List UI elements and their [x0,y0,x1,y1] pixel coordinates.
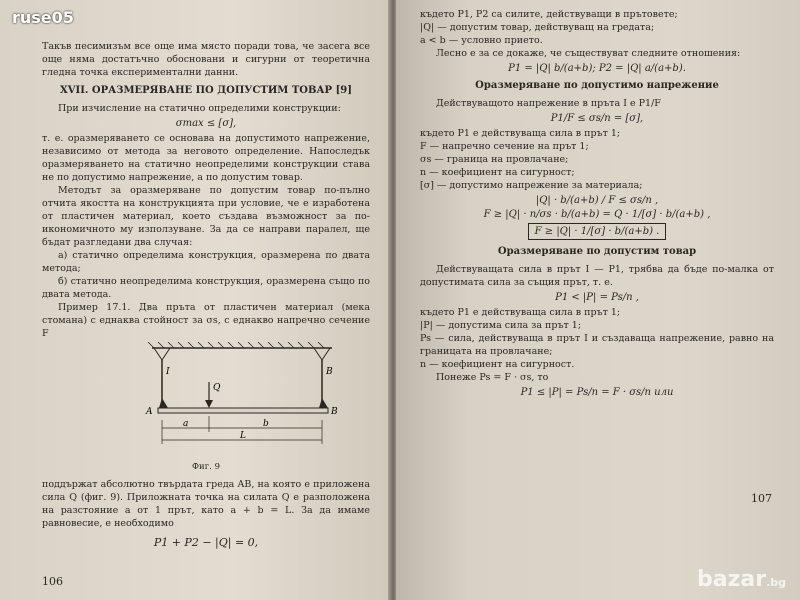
paragraph: Понеже Ps = F · σs, то [436,372,549,383]
watermark-user: ruse05 [12,8,74,27]
section-heading: Оразмеряване по допустим товар [497,246,697,257]
paragraph: т. е. оразмеряването се основава на допустимото напрежение, независимо от метода за неговото определение. Напоследък оразмеряването на статично неопределими конструкции става не по допустимо напрежение, а по допустим товар. [42,133,370,183]
definition-line: |P| — допустима сила за прът 1; [420,320,582,331]
figure-9 [42,342,370,460]
formula: P1/F ≤ σs/n = [σ], [550,113,644,124]
formula: |Q| · b/(a+b) / F ≤ σs/n , [535,195,659,206]
definition-line: n — коефициент на сигурност; [420,167,575,178]
boxed-formula: F ≥ |Q| · 1/[σ] · b/(a+b) . [528,223,667,240]
formula: F ≥ |Q| · n/σs · b/(a+b) = Q · 1/[σ] · b/(a+b) , [483,209,711,220]
label-b: b [263,419,269,429]
definitions-top [420,8,774,47]
label-end-a: A [146,407,153,417]
label-end-b: B [331,407,338,417]
definition-line: a < b — условно прието. [420,35,543,46]
definition-line: [σ] — допустимо напрежение за материала; [420,180,643,191]
formula: P1 + P2 − |Q| = 0, [153,536,259,549]
definition-line: където P1 е действуваща сила в прът 1; [420,128,621,139]
definitions-bottom [420,306,774,371]
figure-caption: Фиг. 9 [192,462,220,472]
paragraph: Действуващата сила в прът I — P1, трябва да бъде по-малка от допустимата сила за същия прът, т. е. [420,264,774,288]
label-rod-2: B [326,367,333,377]
formula: P1 ≤ |P| = Ps/n = F · σs/n или [520,387,674,398]
paragraph: Действуващото напрежение в пръта I е P1/F [436,98,661,109]
definition-line: F — напречно сечение на прът 1; [420,141,589,152]
label-a: a [183,419,189,429]
label-rod-1: I [166,367,170,377]
left-page [0,0,392,600]
definition-line: където P1, P2 са силите, действуващи в прътовете; [420,9,678,20]
definition-line: n — коефициент на сигурност. [420,359,575,370]
paragraph: Лесно е за се докаже, че съществуват следните отношения: [436,48,741,59]
paragraph: Методът за оразмеряване по допустим товар по-пълно отчита якостта на конструкцията при условие, че е изработена от пластичен материал, което създава възможност за по-икономичното му използуване. За да се направи паралел, ще бъдат разгледани два случая: [42,185,370,248]
page-number-right: 107 [751,492,772,505]
page-number-left: 106 [42,575,63,588]
definition-line: Ps — сила, действуваща в прът I и създаваща напрежение, равно на границата на провлачане; [420,333,774,357]
definition-line: където P1 е действуваща сила в прът 1; [420,307,621,318]
section-heading: XVII. ОРАЗМЕРЯВАНЕ ПО ДОПУСТИМ ТОВАР [9] [60,85,352,96]
label-force-q: Q [213,383,221,393]
paragraph: поддържат абсолютно твърдата греда AB, на която е приложена сила Q (фиг. 9). Приложната точка на силата Q е разположена на разстояние a от 1 прът, като a + b = L. За да имаме равновесие, е необходимо [42,479,370,529]
paragraph: Пример 17.1. Два пръта от пластичен материал (мека стомана) с еднаква стойност за σs, с еднакво напречно сечение F [42,302,370,339]
paragraph: б) статично неопределима конструкция, оразмерена също по двата метода. [42,276,370,300]
definition-line: |Q| — допустим товар, действуващ на гредата; [420,22,655,33]
watermark-logo: bazar.bg [696,567,786,592]
definition-line: σs — граница на провлачане; [420,154,569,165]
formula: P1 = |Q| b/(a+b); P2 = |Q| a/(a+b). [508,63,686,74]
right-page [396,0,800,600]
paragraph: При изчисление на статично определими конструкции: [58,103,341,114]
definitions-middle [420,127,774,192]
section-heading: Оразмеряване по допустимо напрежение [475,80,719,91]
formula: P1 < |P| = Ps/n , [555,292,639,303]
paragraph: а) статично определима конструкция, оразмерена по двата метода; [42,250,370,274]
formula: σmax ≤ [σ], [175,118,237,129]
intro-paragraph: Такъв песимизъм все още има място поради това, че засега все още няма достатъчно обосновани и сигурни от теоретична гледна точка експериментални данни. [42,41,370,78]
label-l: L [240,431,246,441]
